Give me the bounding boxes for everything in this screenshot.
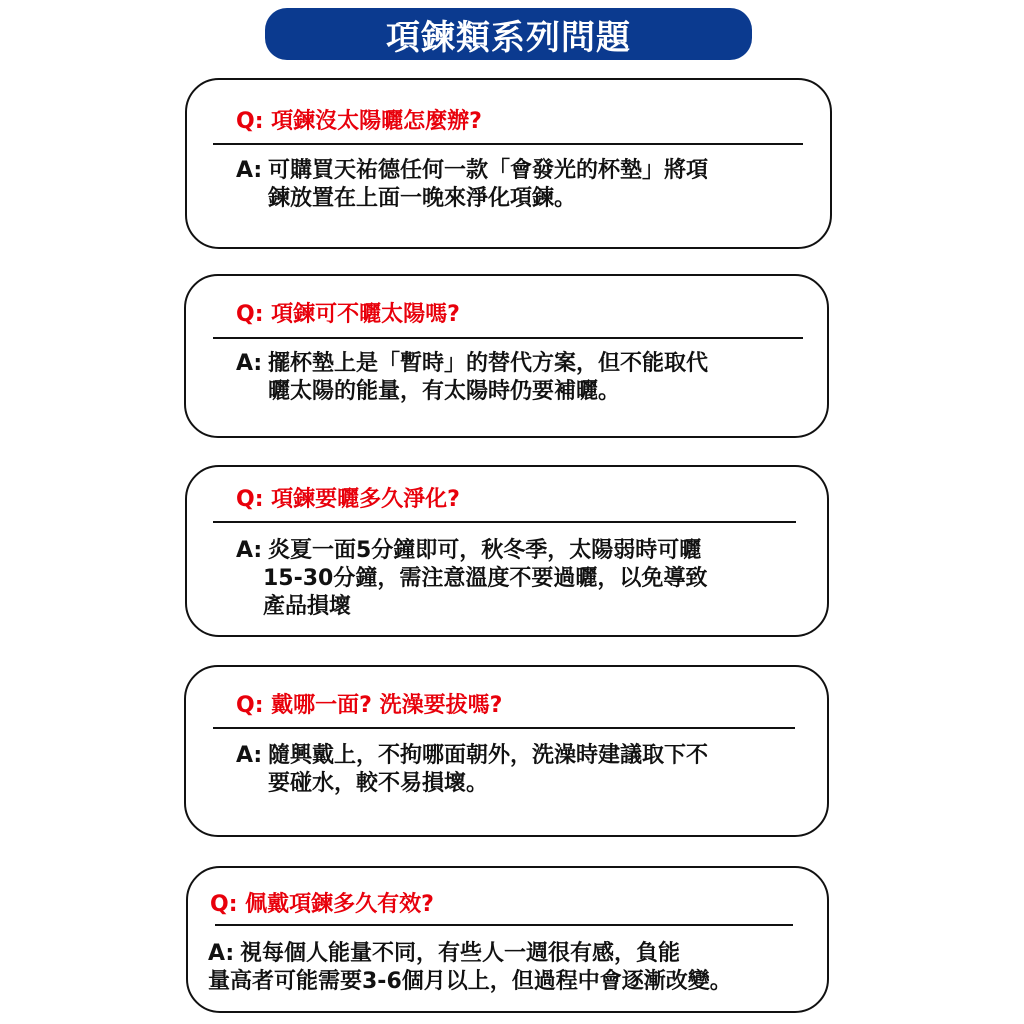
answer-prefix: A: xyxy=(236,351,263,376)
answer-prefix: A: xyxy=(236,538,263,563)
faq-question: Q: 項鍊可不曬太陽嗎? xyxy=(236,302,460,327)
answer-line: 量高者可能需要3-6個月以上，但過程中會逐漸改變。 xyxy=(208,969,732,994)
divider xyxy=(213,143,803,145)
answer-prefix: A: xyxy=(236,743,263,768)
answer-line: 炎夏一面5分鐘即可，秋冬季，太陽弱時可曬 xyxy=(268,538,702,563)
faq-answer xyxy=(236,350,708,406)
answer-prefix: A: xyxy=(236,158,263,183)
faq-answer xyxy=(236,157,708,213)
divider xyxy=(213,727,795,729)
answer-line: 曬太陽的能量，有太陽時仍要補曬。 xyxy=(268,379,621,404)
divider xyxy=(213,337,803,339)
title-banner xyxy=(265,8,752,60)
answer-prefix: A: xyxy=(208,941,235,966)
answer-line: 15-30分鐘，需注意溫度不要過曬，以免導致 xyxy=(263,566,708,591)
faq-answer xyxy=(208,940,732,996)
faq-question: Q: 項鍊要曬多久淨化? xyxy=(236,487,460,512)
faq-question: Q: 佩戴項鍊多久有效? xyxy=(210,892,434,917)
divider xyxy=(213,521,796,523)
answer-line: 產品損壞 xyxy=(263,594,352,619)
faq-question: Q: 戴哪一面? 洗澡要拔嗎? xyxy=(236,693,503,718)
answer-line: 隨興戴上，不拘哪面朝外，洗澡時建議取下不 xyxy=(268,743,709,768)
faq-answer xyxy=(236,742,708,798)
answer-line: 擺杯墊上是「暫時」的替代方案，但不能取代 xyxy=(268,351,709,376)
faq-question: Q: 項鍊沒太陽曬怎麼辦? xyxy=(236,109,482,134)
answer-line: 要碰水，較不易損壞。 xyxy=(268,771,489,796)
answer-line: 可購買天祐德任何一款「會發光的杯墊」將項 xyxy=(268,158,709,183)
page-title: 項鍊類系列問題 xyxy=(386,17,631,58)
faq-answer xyxy=(236,537,707,621)
divider xyxy=(215,924,793,926)
answer-line: 視每個人能量不同，有些人一週很有感，負能 xyxy=(240,941,681,966)
answer-line: 鍊放置在上面一晚來淨化項鍊。 xyxy=(268,186,577,211)
